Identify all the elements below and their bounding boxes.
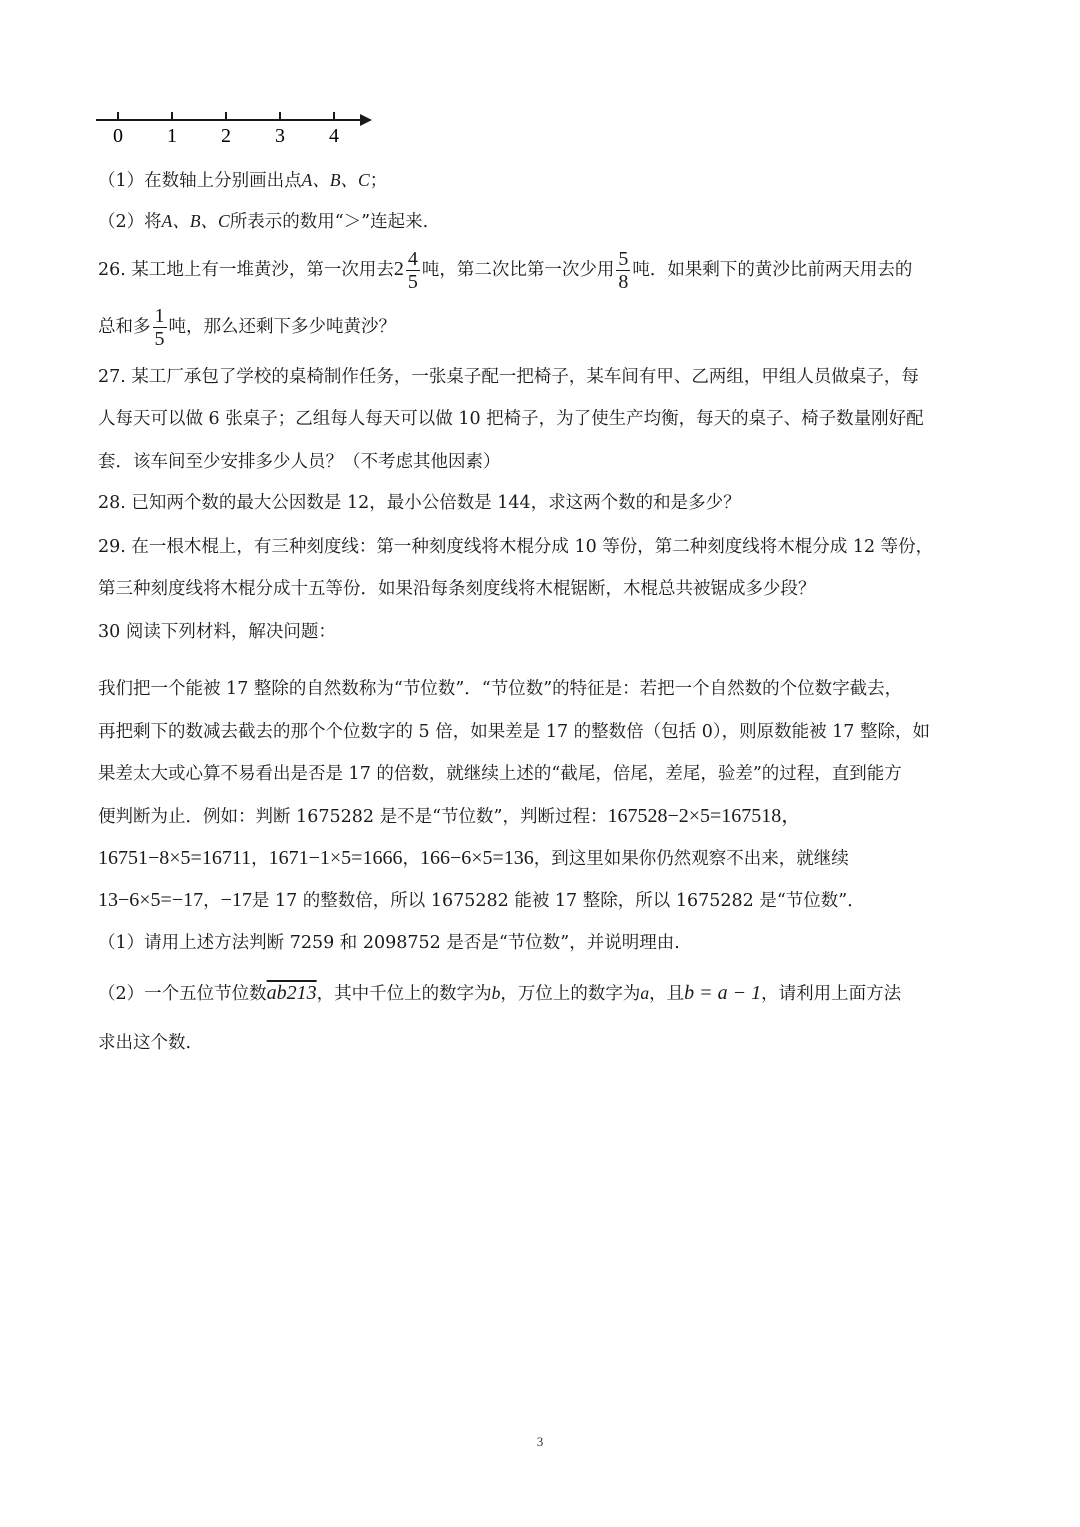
q30-line5-math2: 1671−1×5=1666: [268, 847, 403, 869]
number-line-label: 2: [221, 125, 231, 147]
q26-line2: [98, 305, 396, 350]
q30-sub2-e: ，请利用上面方法: [761, 984, 902, 1004]
q30-line5-sep3: ，到这里如果你仍然观察不出来，就继续: [533, 849, 849, 869]
q30-sub2-var-b: b: [491, 983, 501, 1003]
q26-frac1-num: 4: [407, 248, 418, 270]
number-line-label: 3: [275, 125, 285, 147]
q30-title: 30 阅读下列材料，解决问题：: [98, 622, 336, 642]
q30-sub2-line2: 求出这个数.: [98, 1033, 192, 1053]
q25-part2-pre: （2）将: [98, 212, 162, 232]
q30-line2: 再把剩下的数减去截去的那个个位数字的 5 倍，如果差是 17 的整数倍（包括 0），则原数能被 17 整除，如: [98, 722, 930, 742]
q26-frac1-whole: 2: [393, 258, 404, 280]
q30-sub2-line1: [98, 980, 901, 1007]
q30-sub2-number: ab213: [266, 982, 317, 1004]
q30-line6: [98, 887, 865, 914]
page-number: 3: [536, 1434, 544, 1449]
q26-frac3: [153, 305, 167, 350]
q30-sub2-a: （2）一个五位节位数: [98, 984, 267, 1004]
q27-line2: 人每天可以做 6 张桌子；乙组每人每天可以做 10 把椅子，为了使生产均衡，每天的桌子、椅子数量刚好配: [98, 409, 924, 429]
q30-line4-math: 167528−2×5=167518，: [607, 805, 802, 827]
q27-line1: 27. 某工厂承包了学校的桌椅制作任务，一张桌子配一把椅子，某车间有甲、乙两组，甲组人员做桌子，每: [98, 367, 919, 387]
q25-part1-post: ；: [369, 171, 388, 191]
q29-line1: 29. 在一根木棍上，有三种刻度线：第一种刻度线将木棍分成 10 等份，第二种刻度线将木棍分成 12 等份，: [98, 537, 934, 557]
number-line-arrow: [360, 114, 372, 126]
q26-text-c: 吨．如果剩下的黄沙比前两天用去的: [632, 260, 913, 280]
q25-part2: [98, 208, 428, 235]
q26-frac2-den: 8: [618, 271, 629, 293]
q30-sub1: （1）请用上述方法判断 7259 和 2098752 是否是“节位数”，并说明理由.: [98, 933, 680, 953]
q30-line6-math2: −17: [220, 889, 252, 911]
q30-line6-sep1: ，: [203, 891, 221, 911]
q25-part1: [98, 167, 387, 194]
q26-line1: [98, 248, 912, 293]
q30-line6-sep2: 是 17 的整数倍，所以 1675282 能被 17 整除，所以 1675282 是“节位数”．: [251, 891, 865, 911]
q30-line5: [98, 845, 849, 872]
number-line-label: 1: [167, 125, 177, 147]
q30-line5-sep1: ，: [251, 849, 269, 869]
q26-frac1-den: 5: [407, 271, 418, 293]
q26-text-a: 26. 某工地上有一堆黄沙，第一次用去: [98, 260, 394, 280]
q30-sub2-b: ，其中千位上的数字为: [316, 984, 492, 1004]
q29-line2: 第三种刻度线将木棍分成十五等份．如果沿每条刻度线将木棍锯断，木棍总共被锯成多少段？: [98, 579, 816, 599]
q30-line4-text: 便判断为止．例如：判断 1675282 是不是“节位数”，判断过程：: [98, 807, 608, 827]
q25-part2-post: 所表示的数用“＞”连起来.: [229, 212, 429, 232]
q26-frac3-num: 1: [154, 305, 165, 327]
q30-line6-math1: 13−6×5=−17: [98, 889, 204, 911]
q30-line5-sep2: ，: [402, 849, 420, 869]
q25-part2-vars: A、B、C: [161, 211, 230, 231]
number-line: [92, 92, 382, 152]
q30-sub2-c: ，万位上的数字为: [500, 984, 641, 1004]
q27-line3: 套．该车间至少安排多少人员？（不考虑其他因素）: [98, 452, 501, 472]
q28-line1: 28. 已知两个数的最大公因数是 12，最小公倍数是 144，求这两个数的和是多少？: [98, 493, 741, 513]
q26-frac2: [616, 248, 630, 293]
q26-text-d: 总和多: [98, 317, 151, 337]
q30-line3: 果差太大或心算不易看出是否是 17 的倍数，就继续上述的“截尾，倍尾，差尾，验差”的过程，直到能方: [98, 764, 902, 784]
q25-part1-vars: A、B、C: [301, 170, 370, 190]
q30-sub2-var-a: a: [640, 983, 650, 1003]
q30-sub2-d: ，且: [649, 984, 685, 1004]
number-line-label: 4: [329, 125, 339, 147]
q30-sub2-equation: b = a − 1: [684, 982, 762, 1004]
q30-line5-math3: 166−6×5=136: [419, 847, 534, 869]
q26-text-e: 吨，那么还剩下多少吨黄沙？: [168, 317, 396, 337]
q30-line4: [98, 803, 801, 830]
q26-text-b: 吨，第二次比第一次少用: [421, 260, 615, 280]
q25-part1-pre: （1）在数轴上分别画出点: [98, 171, 302, 191]
q26-frac1: [406, 248, 420, 293]
q26-frac3-den: 5: [154, 328, 165, 350]
q26-frac2-num: 5: [618, 248, 629, 270]
number-line-label: 0: [113, 125, 123, 147]
q30-line5-math1: 16751−8×5=16711: [98, 847, 252, 869]
q30-line1: 我们把一个能被 17 整除的自然数称为“节位数”．“节位数”的特征是：若把一个自然数的个位数字截去，: [98, 679, 903, 699]
